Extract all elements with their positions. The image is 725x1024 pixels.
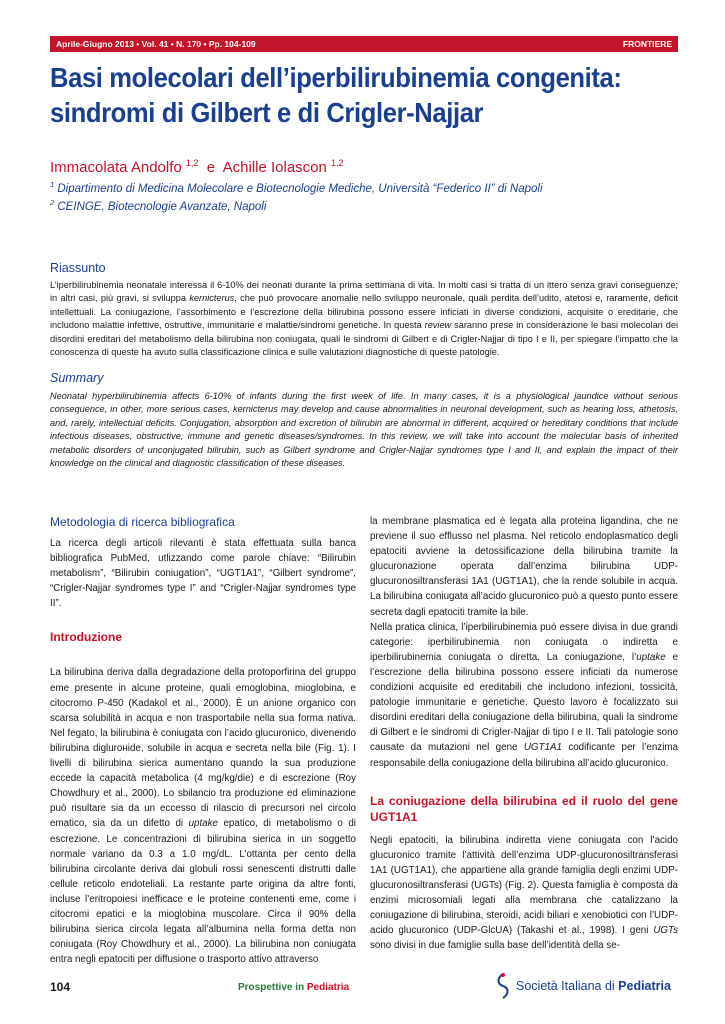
affiliation-1-text: Dipartimento di Medicina Molecolare e Biotecnologie Mediche, Università “Federico II” di Napoli: [57, 182, 543, 195]
journal-name: Prospettive in Pediatria: [238, 982, 350, 993]
issue-info: Aprile-Giugno 2013 • Vol. 41 • N. 170 • Pp. 104-109: [56, 39, 256, 49]
author-1: Immacolata Andolfo: [50, 159, 182, 176]
introduzione-heading: Introduzione: [50, 630, 122, 645]
society-emblem-icon: [494, 972, 512, 1000]
summary-heading: Summary: [50, 371, 104, 385]
society-logo: [494, 972, 671, 1000]
affiliation-2-number: 2: [50, 198, 55, 207]
summary-text: Neonatal hyperbilirubinemia affects 6-10% of infants during the first week of life. In many cases, it is a physiological jaundice without serious consequence, in other, more serious cases, kernicterus may develop and cause abnormalities in neuronal development, such as hearing loss, athetosis, and, rarely, intellectual deficits. Conjugation, absorption and excretion of bilirubin are abnormal in different, acquired or hereditary conditions that include infectious diseases, obstructive, immune and genetic diseases/syndromes. In this review, we will take into account the molecular basis of inherited metabolic disorders of unconjugated bilirubin, such as Gilbert syndrome and Crigler-Najjar syndromes type I and II, and explain the impact of their knowledge on the clinical and diagnostic classification of these diseases.: [50, 391, 678, 469]
title-line-2: sindromi di Gilbert e di Crigler-Najjar: [50, 97, 484, 128]
metodologia-paragraph: La ricerca degli articoli rilevanti è stata effettuata sulla banca bibliografica PubMed, utlizzando come parole chiave: “Bilirubin metabolism”, “Bilirubin coniugation”, “UGT1A1”, “Gilbert syndrome”, “Crigler-Najjar syndromes type I” and “Crigler-Najjar syndromes type II”.: [50, 538, 356, 610]
society-name: Società Italiana di Pediatria: [516, 979, 671, 993]
page-number: 104: [50, 980, 71, 994]
author-1-affil: 1,2: [185, 158, 199, 168]
right-column: [370, 514, 678, 953]
left-column: [50, 514, 356, 967]
article-title: [50, 60, 645, 130]
section-label: FRONTIERE: [622, 39, 672, 49]
author-2: Achille Iolascon: [222, 159, 327, 176]
metodologia-heading: Metodologia di ricerca bibliografica: [50, 515, 235, 529]
journal-header-bar: [50, 36, 678, 52]
introduzione-paragraph: La bilirubina deriva dalla degradazione della protoporfirina del gruppo eme presente in alcune proteine, quali emoglobina, mioglobina, e citocromo P-450 (Kadakol et al., 2000). È un anione organico con scarsa solubilità in acqua e non trasportabile nella sua forma nativa. Nel fegato, la bilirubina è coniugata con l’acido glucuronico, divenendo bilirubina diglurонide, solubile in acqua e secreta nella bile (Fig. 1). I livelli di bilirubina sierica aumentano quando la sua produzione eccede la capacità metabolica (4 mg/kg/die) e di escrezione (Roy Chowdhury et al., 2000). Lo sbilancio tra produzione ed eliminazione può risultare sia da un eccesso di rilascio di precursori nel circolo ematico, sia da un difetto di uptake epatico, di metabolismo o di escrezione. Le concentrazioni di bilirubina sierica in un soggetto normale variano da 0.3 a 1.0 mg/dL. L’ottanta per cento della bilirubina circolante deriva dai globuli rossi senescenti distrutti dalle cellule reticolo endoteliali. La restante parte origina da altre fonti, incluse l’eritropoiesi inefficace e le proteine contenenti eme, come i citocromi epatici e la mioglobina muscolare. Circa il 90% della bilirubina sierica circola legata all’albumina nella forma detta non coniugata (Roy Chowdhury et al., 2000). La bilirubina non coniugata entra negli epatociti per diffusione o trasporto attivo attraverso: [50, 667, 356, 966]
affiliation-2: [50, 198, 266, 213]
riassunto-heading: Riassunto: [50, 261, 106, 275]
authors: [50, 158, 344, 176]
right-paragraph-3: Negli epatociti, la bilirubina indiretta viene coniugata con l’acido glucuronico tramite l’attività dell’enzima UDP-glucuronosiltransferasi 1A1 (UGT1A1), che appartiene alla grande famiglia degli enzimi UDP-glucuronosiltransferasi (UGTs) (Fig. 2). Questa famiglia è composta da enzimi microsomiali legati alla membrana che catalizzano la coniugazione di bilirubina, steroidi, acidi biliari e xenobiotici con l’UDP- acido glucuronico (UDP-GlcUA) (Takashi et al., 1998). I geni UGTs sono divisi in due famiglie sulla base dell’identità della se-: [370, 834, 678, 952]
title-line-1: Basi molecolari dell’iperbilirubinemia congenita:: [50, 62, 622, 93]
author-joiner: e: [202, 159, 220, 176]
right-paragraph-2: Nella pratica clinica, l’iperbilirubinemia può essere divisa in due grandi categorie: iperbilirubinemia non coniugata o indiretta e iperbilirubinemia coniugata o diretta. La coniugazione, l’uptake e l’escrezione della bilirubina possono essere inficiati da numerose condizioni acquisite ed ereditabili che includono infezioni, tossicità, patologie immunitarie e genetiche. Questo lavoro è focalizzato sui disordini ereditari della coniugazione della bilirubina, quali la sindrome di Gilbert e le sindromi di Crigler-Najjar di tipo I e II. Tali patologie sono causate da mutazioni nel gene UGT1A1 codificante per l’enzima responsabile della coniugazione della bilirubina all’acido glucuronico.: [370, 621, 679, 769]
affiliation-2-text: CEINGE, Biotecnologie Avanzate, Napoli: [57, 200, 267, 213]
affiliation-1-number: 1: [50, 180, 55, 189]
riassunto-text: L’iperbilirubinemia neonatale interessa il 6-10% dei neonati durante la prima settimana di vita. In molti casi si tratta di un ittero senza gravi conseguenze; in altri casi, più gravi, si sviluppa kernicterus, che può provocare anomalie nello sviluppo neuronale, quali perdita dell’udito, atetosi e, raramente, deficit intellettuali. La coniugazione, l’assorbimento e l’escrezione della bilirubina possono essere inficiati in diverse condizioni, acquisite o ereditarie, che includono malattie infettive, ostruttive, immunitarie e malattie/sindromi genetiche. In questa review saranno prese in considerazione le basi molecolari dei disordini ereditari del metabolismo della bilirubina non coniugata, quali le sindromi di Gilbert e di Crigler-Najjar di tipo I e II, per spiegare l’impatto che la conoscenza di queste ha avuto sulla classificazione clinica e sulle valutazioni diagnostiche di queste patologie.: [50, 280, 678, 358]
coniugazione-heading: La coniugazione della bilirubina ed il ruolo del gene UGT1A1: [370, 793, 678, 824]
author-2-affil: 1,2: [331, 158, 344, 168]
right-paragraph-1: la membrane plasmatica ed è legata alla proteina ligandina, che ne previene il suo efflusso nel plasma. Nel reticolo endoplasmatico degli epatociti avviene la detossificazione della bilirubina tramite la glucuronazione operata dall’enzima bilirubina UDP-glucuronosiltransferasi 1A1 (UGT1A1), che la rende solubile in acqua. La bilirubina coniugata all’acido glucuronico può a questo punto essere secreta dagli epatociti tramite la bile.: [370, 516, 678, 618]
affiliation-1: [50, 180, 543, 195]
